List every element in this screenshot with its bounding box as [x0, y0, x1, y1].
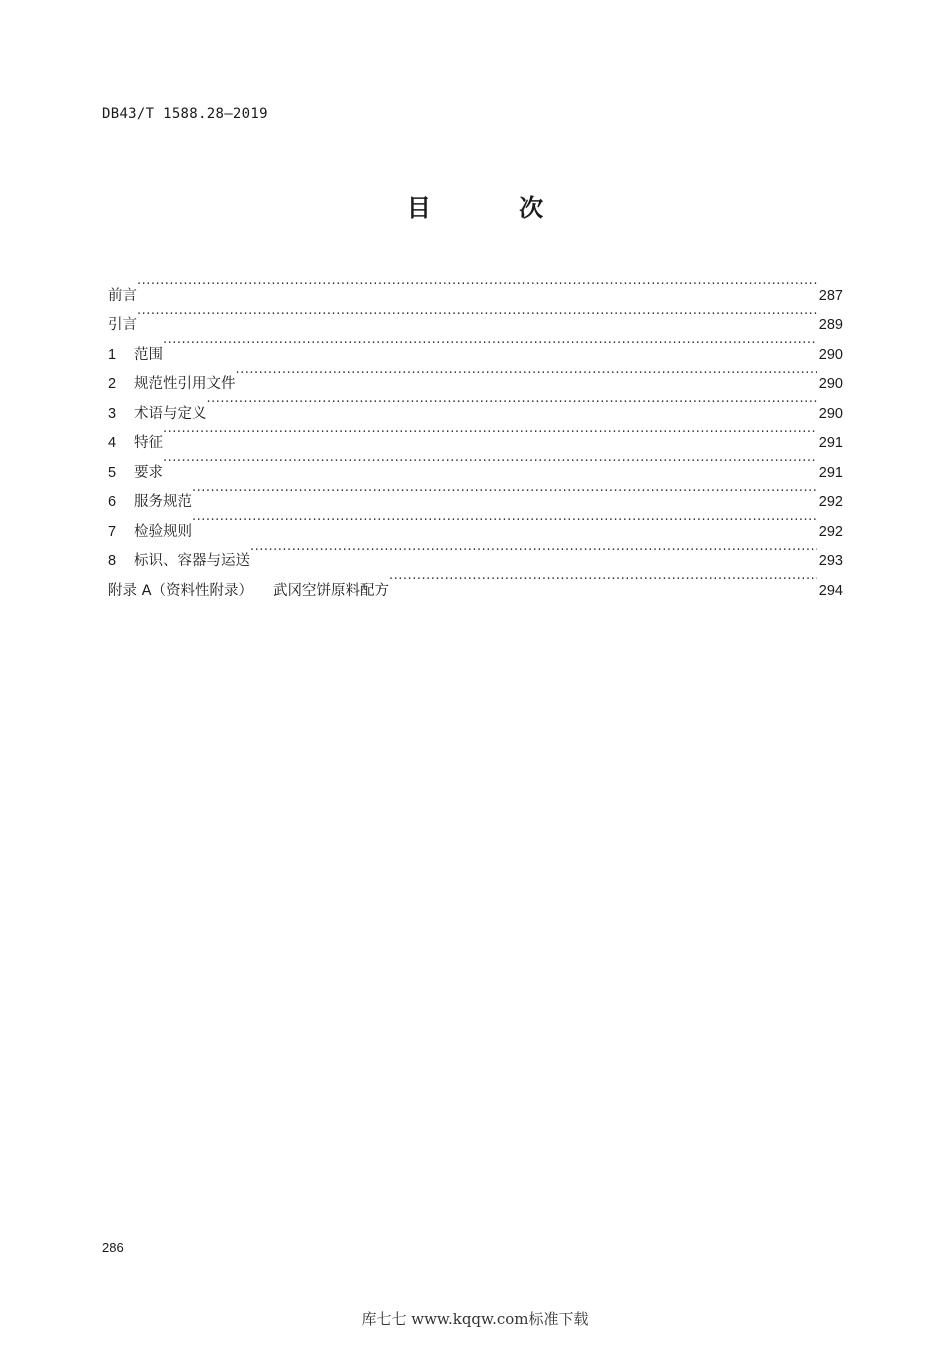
toc-entry-number: 3	[108, 405, 117, 422]
toc-entry-labeling-containers-transport[interactable]	[108, 536, 843, 569]
toc-leader-dots	[137, 270, 817, 300]
toc-entry-inspection-rules[interactable]	[108, 506, 843, 540]
page-number: 286	[102, 1240, 124, 1255]
toc-entry-introduction[interactable]	[108, 300, 843, 333]
toc-entry-number: 6	[108, 494, 117, 510]
toc-entry-terms-definitions[interactable]	[108, 388, 843, 422]
toc-entry-label: 标识、容器与运送	[134, 553, 250, 569]
document-code: DB43/T 1588.28—2019	[102, 106, 268, 122]
toc-entry-scope[interactable]	[108, 329, 843, 363]
toc-entry-page: 290	[818, 346, 843, 363]
toc-entry-page: 289	[818, 317, 843, 333]
toc-leader-dots	[163, 418, 817, 448]
toc-entry-label: 附录 A（资料性附录）	[108, 582, 254, 599]
toc-entry-number: 7	[108, 523, 117, 540]
toc-entry-characteristics[interactable]	[108, 418, 843, 451]
toc-entry-label: 要求	[134, 464, 163, 481]
toc-entry-service-specification[interactable]	[108, 477, 843, 510]
toc-entry-label: 前言	[108, 287, 137, 304]
toc-entry-page: 290	[818, 376, 843, 392]
toc-leader-dots	[250, 536, 817, 566]
toc-entry-page: 290	[818, 405, 843, 422]
toc-leader-dots	[192, 477, 817, 507]
toc-entry-sublabel: 武冈空饼原料配方	[273, 582, 390, 599]
toc-entry-page: 287	[818, 287, 843, 304]
toc-entry-number: 5	[108, 464, 117, 481]
toc-entry-number: 4	[108, 435, 117, 451]
toc-leader-dots	[192, 506, 817, 536]
toc-entry-number: 2	[108, 376, 117, 392]
toc-entry-number: 1	[108, 346, 117, 363]
toc-entry-foreword[interactable]	[108, 270, 843, 304]
toc-entry-page: 292	[818, 494, 843, 510]
toc-entry-number: 8	[108, 553, 117, 569]
toc-entry-label: 检验规则	[134, 523, 192, 540]
toc-leader-dots	[207, 388, 817, 418]
toc-entry-page: 291	[818, 435, 843, 451]
toc-entry-label: 规范性引用文件	[134, 376, 236, 392]
toc-leader-dots	[163, 329, 817, 359]
toc-entry-normative-references[interactable]	[108, 359, 843, 392]
toc-entry-page: 291	[818, 464, 843, 481]
toc-entry-label: 术语与定义	[134, 405, 207, 422]
toc-leader-dots	[163, 447, 817, 477]
toc-title: 目 次	[406, 194, 584, 222]
toc-entry-page: 292	[818, 523, 843, 540]
toc-leader-dots	[389, 565, 817, 595]
toc-entry-page: 294	[818, 582, 843, 599]
footer-watermark: 库七七 www.kqqw.com标准下载	[361, 1310, 589, 1328]
toc-entry-page: 293	[818, 553, 843, 569]
table-of-contents	[108, 270, 843, 599]
toc-leader-dots	[236, 359, 817, 389]
toc-entry-label: 服务规范	[134, 494, 192, 510]
toc-entry-label: 范围	[134, 346, 163, 363]
toc-leader-dots	[137, 300, 817, 330]
toc-entry-label: 特征	[134, 435, 163, 451]
toc-entry-requirements[interactable]	[108, 447, 843, 481]
toc-entry-label: 引言	[108, 317, 137, 333]
